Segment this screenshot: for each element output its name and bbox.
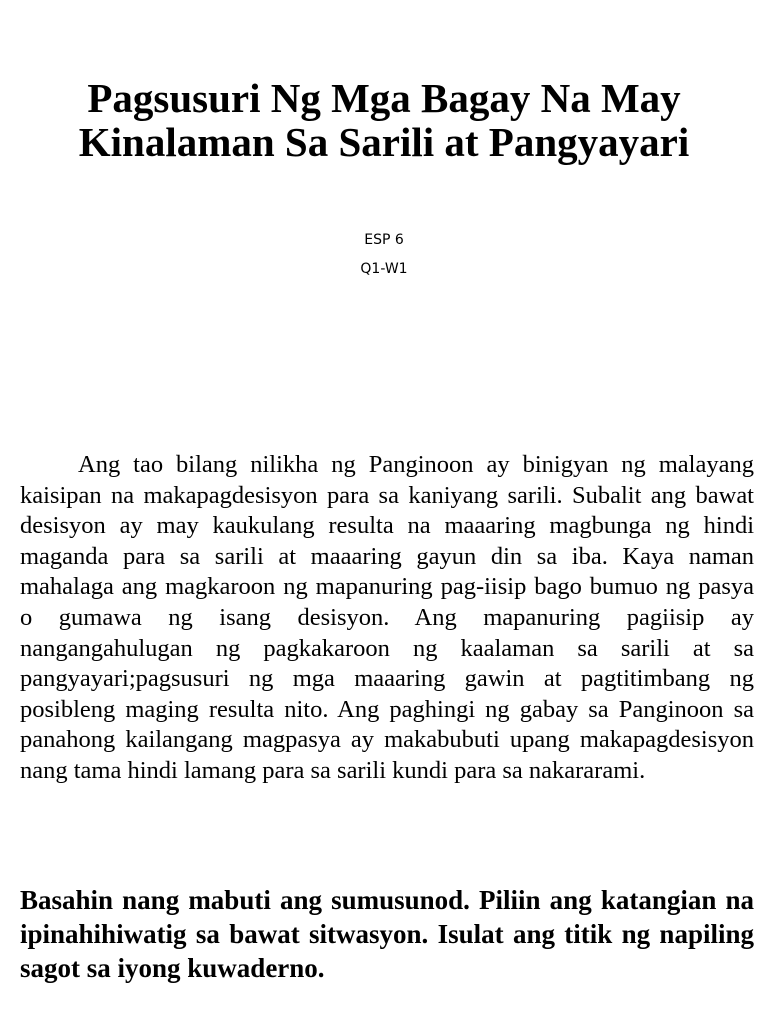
quarter-week-label: Q1-W1 (360, 261, 408, 277)
body-paragraph: Ang tao bilang nilikha ng Panginoon ay binigyan ng malayang kaisipan na makapagdesisyon para sa kaniyang sarili. Subalit ang bawat desisyon ay may kaukulang resulta na maaaring magbunga ng hindi maganda para sa sarili at maaaring gayun din sa iba. Kaya naman mahalaga ang magkaroon ng mapanuring pag-iisip bago bumuo ng pasya o gumawa ng isang desisyon. Ang mapanuring pagiisip ay nangangahulugan ng pagkakaroon ng kaalaman sa sarili at sa pangyayari;pagsusuri ng mga maaaring gawin at pagtitimbang ng posibleng maging resulta nito. Ang paghingi ng gabay sa Panginoon sa panahong kailangang magpasya ay makabubuti upang makapagdesisyon nang tama hindi lamang para sa sarili kundi para sa nakararami. (20, 451, 754, 784)
subject-label: ESP 6 (364, 232, 404, 248)
document-title: Pagsusuri Ng Mga Bagay Na May Kinalaman Sa Sarili at Pangyayari (78, 75, 690, 165)
instruction-text: Basahin nang mabuti ang sumusunod. Piliin ang katangian na ipinahihiwatig sa bawat sitwasyon. Isulat ang titik ng napiling sagot sa iyong kuwaderno. (20, 885, 754, 983)
